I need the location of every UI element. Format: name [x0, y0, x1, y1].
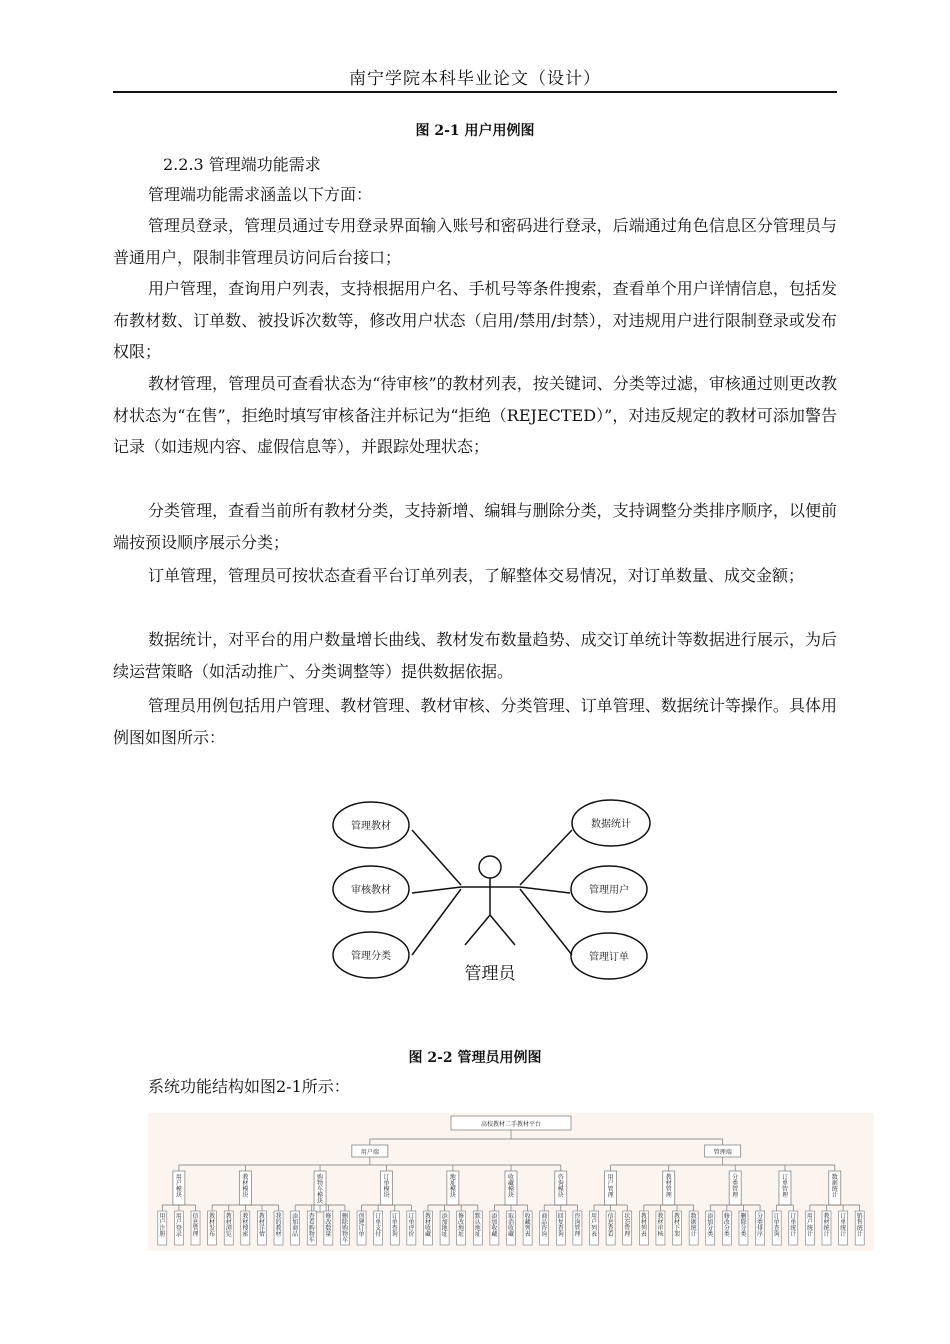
leaf-label-0-0-2: 信息管理 — [192, 1213, 199, 1238]
leaf-label-0-5-1: 取消收藏 — [507, 1213, 515, 1238]
leaf-label-1-2-0: 添加分类 — [707, 1213, 714, 1238]
leaf-label-1-4-1: 教材统计 — [823, 1213, 830, 1238]
usecase-right-1: 管理用户 — [589, 885, 629, 896]
leaf-label-0-6-1: 回复查询 — [557, 1213, 564, 1238]
paragraph-4: 分类管理，查看当前所有教材分类，支持新增、编辑与删除分类，支持调整分类排序顺序，以便前端按预设顺序展示分类； — [113, 501, 837, 552]
leaf-label-1-0-2: 状态管理 — [624, 1213, 631, 1238]
actor-label: 管理员 — [464, 964, 516, 984]
leaf-label-0-1-1: 教材浏览 — [225, 1213, 232, 1238]
module-label-0-3: 订单模块 — [383, 1174, 390, 1199]
leaf-label-0-2-0: 添加商品 — [292, 1213, 299, 1238]
module-label-0-2: 购物车模块 — [317, 1174, 324, 1205]
leaf-label-1-1-0: 教材列表 — [640, 1213, 647, 1238]
paragraph-2: 用户管理，查询用户列表，支持根据用户名、手机号等条件搜索，查看单个用户详情信息，包括发布教材数、订单数、被投诉次数等，修改用户状态（启用/禁用/封禁），对违规用户进行限制登录或发布权限； — [113, 279, 837, 361]
branch-label-0: 用户端 — [360, 1149, 379, 1156]
leaf-label-1-0-1: 信息查看 — [607, 1213, 614, 1238]
leaf-label-0-1-2: 教材搜索 — [242, 1213, 249, 1238]
section-heading: 2.2.3 管理端功能需求 — [163, 155, 321, 174]
paragraph-3: 教材管理，管理员可查看状态为“待审核”的教材列表，按关键词、分类等过滤，审核通过则更改教材状态为“在售”，拒绝时填写审核备注并标记为“拒绝（REJECTED）”，对违反规定的教材可添加警告记录（如违规内容、虚假信息等），并跟踪处理状态； — [113, 374, 837, 456]
usecase-left-1: 审核教材 — [351, 885, 391, 896]
usecase-left-2: 管理分类 — [351, 951, 391, 962]
leaf-label-1-0-0: 用户列表 — [591, 1213, 598, 1238]
leaf-label-0-1-4: 我的教材 — [275, 1213, 282, 1238]
figure-caption-2-2: 图 2-2 管理员用例图 — [408, 1050, 542, 1066]
module-label-1-0: 用户管理 — [607, 1174, 614, 1199]
leaf-label-0-4-2: 修改地址 — [458, 1213, 465, 1238]
leaf-label-0-6-2: 咨询管理 — [574, 1213, 581, 1238]
leaf-label-1-3-0: 订单查询 — [773, 1213, 780, 1238]
leaf-label-0-2-3: 删除购物车 — [341, 1213, 348, 1244]
leaf-label-0-4-0: 教材收藏 — [424, 1213, 431, 1238]
usecase-right-0: 数据统计 — [591, 819, 631, 830]
leaf-label-0-2-1: 查看购物车 — [308, 1213, 315, 1244]
leaf-label-0-1-3: 教材详情 — [258, 1213, 265, 1238]
module-label-0-1: 教材模块 — [242, 1174, 249, 1199]
root-label: 高校教材二手教材平台 — [480, 1121, 542, 1128]
leaf-label-1-4-3: 销售统计 — [856, 1213, 863, 1238]
paragraph-6: 数据统计，对平台的用户数量增长曲线、教材发布数量趋势、成交订单统计等数据进行展示，为后续运营策略（如活动推广、分类调整等）提供数据依据。 — [113, 630, 837, 681]
leaf-label-0-4-3: 默认地址 — [474, 1213, 481, 1238]
leaf-label-0-6-0: 商品咨询 — [541, 1213, 548, 1238]
leaf-label-0-3-2: 订单查询 — [391, 1213, 398, 1238]
leaf-label-0-3-0: 创建订单 — [358, 1213, 365, 1238]
header-rule — [113, 91, 837, 93]
paragraph-0: 管理端功能需求涵盖以下方面： — [148, 185, 373, 204]
leaf-label-0-5-0: 添加收藏 — [491, 1213, 498, 1238]
leaf-label-0-3-1: 订单支付 — [375, 1213, 382, 1238]
function-structure-diagram — [148, 1113, 874, 1251]
leaf-label-0-1-0: 教材发布 — [209, 1213, 216, 1238]
module-label-0-4: 地址模块 — [449, 1174, 456, 1199]
leaf-label-0-2-2: 修改数量 — [325, 1213, 332, 1238]
module-label-1-1: 教材管理 — [665, 1174, 672, 1199]
leaf-label-1-3-1: 订单统计 — [790, 1213, 797, 1238]
leaf-label-1-1-3: 数据统计 — [690, 1213, 697, 1238]
usecase-right-2: 管理订单 — [589, 952, 629, 963]
module-label-1-2: 分类管理 — [732, 1174, 739, 1199]
leaf-label-1-2-2: 删除分类 — [740, 1213, 747, 1238]
leaf-label-1-2-1: 修改分类 — [723, 1213, 730, 1238]
paragraph-1: 管理员登录，管理员通过专用登录界面输入账号和密码进行登录，后端通过角色信息区分管理员与普通用户，限制非管理员访问后台接口； — [113, 216, 837, 267]
leaf-label-0-5-2: 收藏列表 — [524, 1213, 531, 1238]
leaf-label-1-1-1: 教材审核 — [657, 1213, 664, 1238]
module-label-0-6: 咨询模块 — [557, 1174, 564, 1199]
leaf-label-0-0-0: 用户注册 — [159, 1213, 166, 1238]
header-title: 南宁学院本科毕业论文（设计） — [349, 69, 601, 89]
leaf-label-1-2-3: 分类排序 — [757, 1213, 764, 1238]
leaf-label-0-4-1: 添加地址 — [441, 1213, 448, 1238]
branch-label-1: 管理端 — [713, 1149, 732, 1156]
leaf-label-1-4-2: 订单统计 — [840, 1213, 847, 1238]
admin-usecase-diagram — [325, 795, 660, 995]
module-label-0-5: 收藏模块 — [507, 1174, 515, 1199]
module-label-1-4: 数据统计 — [831, 1174, 838, 1199]
actor-head — [479, 856, 501, 878]
module-label-0-0: 用户模块 — [175, 1174, 182, 1199]
leaf-label-0-3-3: 订单评价 — [408, 1213, 415, 1238]
usecase-left-0: 管理教材 — [351, 821, 391, 832]
leaf-label-1-4-0: 用户统计 — [806, 1213, 813, 1238]
figure-caption-2-1: 图 2-1 用户用例图 — [415, 123, 535, 139]
paragraph-5: 订单管理，管理员可按状态查看平台订单列表，了解整体交易情况，对订单数量、成交金额； — [148, 566, 805, 585]
paragraph-7: 管理员用例包括用户管理、教材管理、教材审核、分类管理、订单管理、数据统计等操作。具体用例图如图所示： — [113, 696, 837, 747]
module-label-1-3: 订单管理 — [781, 1174, 788, 1199]
leaf-label-1-1-2: 教材下架 — [674, 1213, 681, 1238]
structure-intro: 系统功能结构如图2-1所示： — [148, 1077, 350, 1096]
leaf-label-0-0-1: 用户登录 — [175, 1213, 182, 1238]
